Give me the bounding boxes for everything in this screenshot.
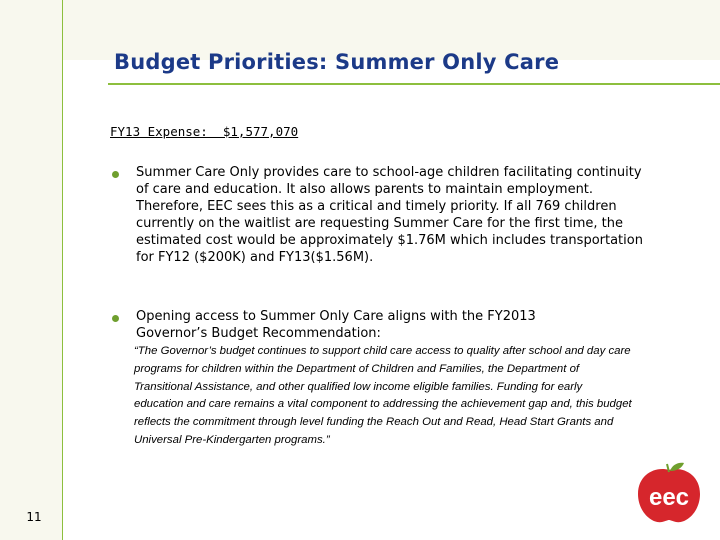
bullet-dot-1 bbox=[112, 171, 119, 178]
vertical-divider bbox=[62, 0, 63, 540]
bullet-text-1: Summer Care Only provides care to school-age children facilitating continuity of care and education. It also allows parents to maintain employment. Therefore, EEC sees this as a critical and timely priority. If all 769 children currently on the waitlist are requesting Summer Care for the first time, the estimated cost would be approximately $1.76M which includes transportation for FY12 ($200K) and FY13($1.56M). bbox=[136, 165, 643, 265]
bullet-dot-2 bbox=[112, 315, 119, 322]
slide-title: Budget Priorities: Summer Only Care bbox=[114, 50, 560, 74]
logo-text: eec bbox=[648, 484, 690, 511]
title-underline bbox=[108, 83, 720, 85]
expense-line: FY13 Expense: $1,577,070 bbox=[110, 124, 299, 139]
eec-apple-logo bbox=[632, 462, 706, 526]
page-number: 11 bbox=[26, 510, 42, 524]
left-margin-band bbox=[0, 0, 62, 540]
bullet-text-2: Opening access to Summer Only Care aligns with the FY2013 Governor’s Budget Recommendation: bbox=[136, 309, 536, 341]
governor-quote: “The Governor’s budget continues to support child care access to quality after school and day care programs for children within the Department of Children and Families, the Department of Transitional Assistance, and other qualified low income eligible families. Funding for early education and care remains a vital component to addressing the achievement gap and, this budget reflects the commitment through level funding the Reach Out and Read, Head Start Grants and Universal Pre-Kindergarten programs.” bbox=[134, 345, 632, 446]
